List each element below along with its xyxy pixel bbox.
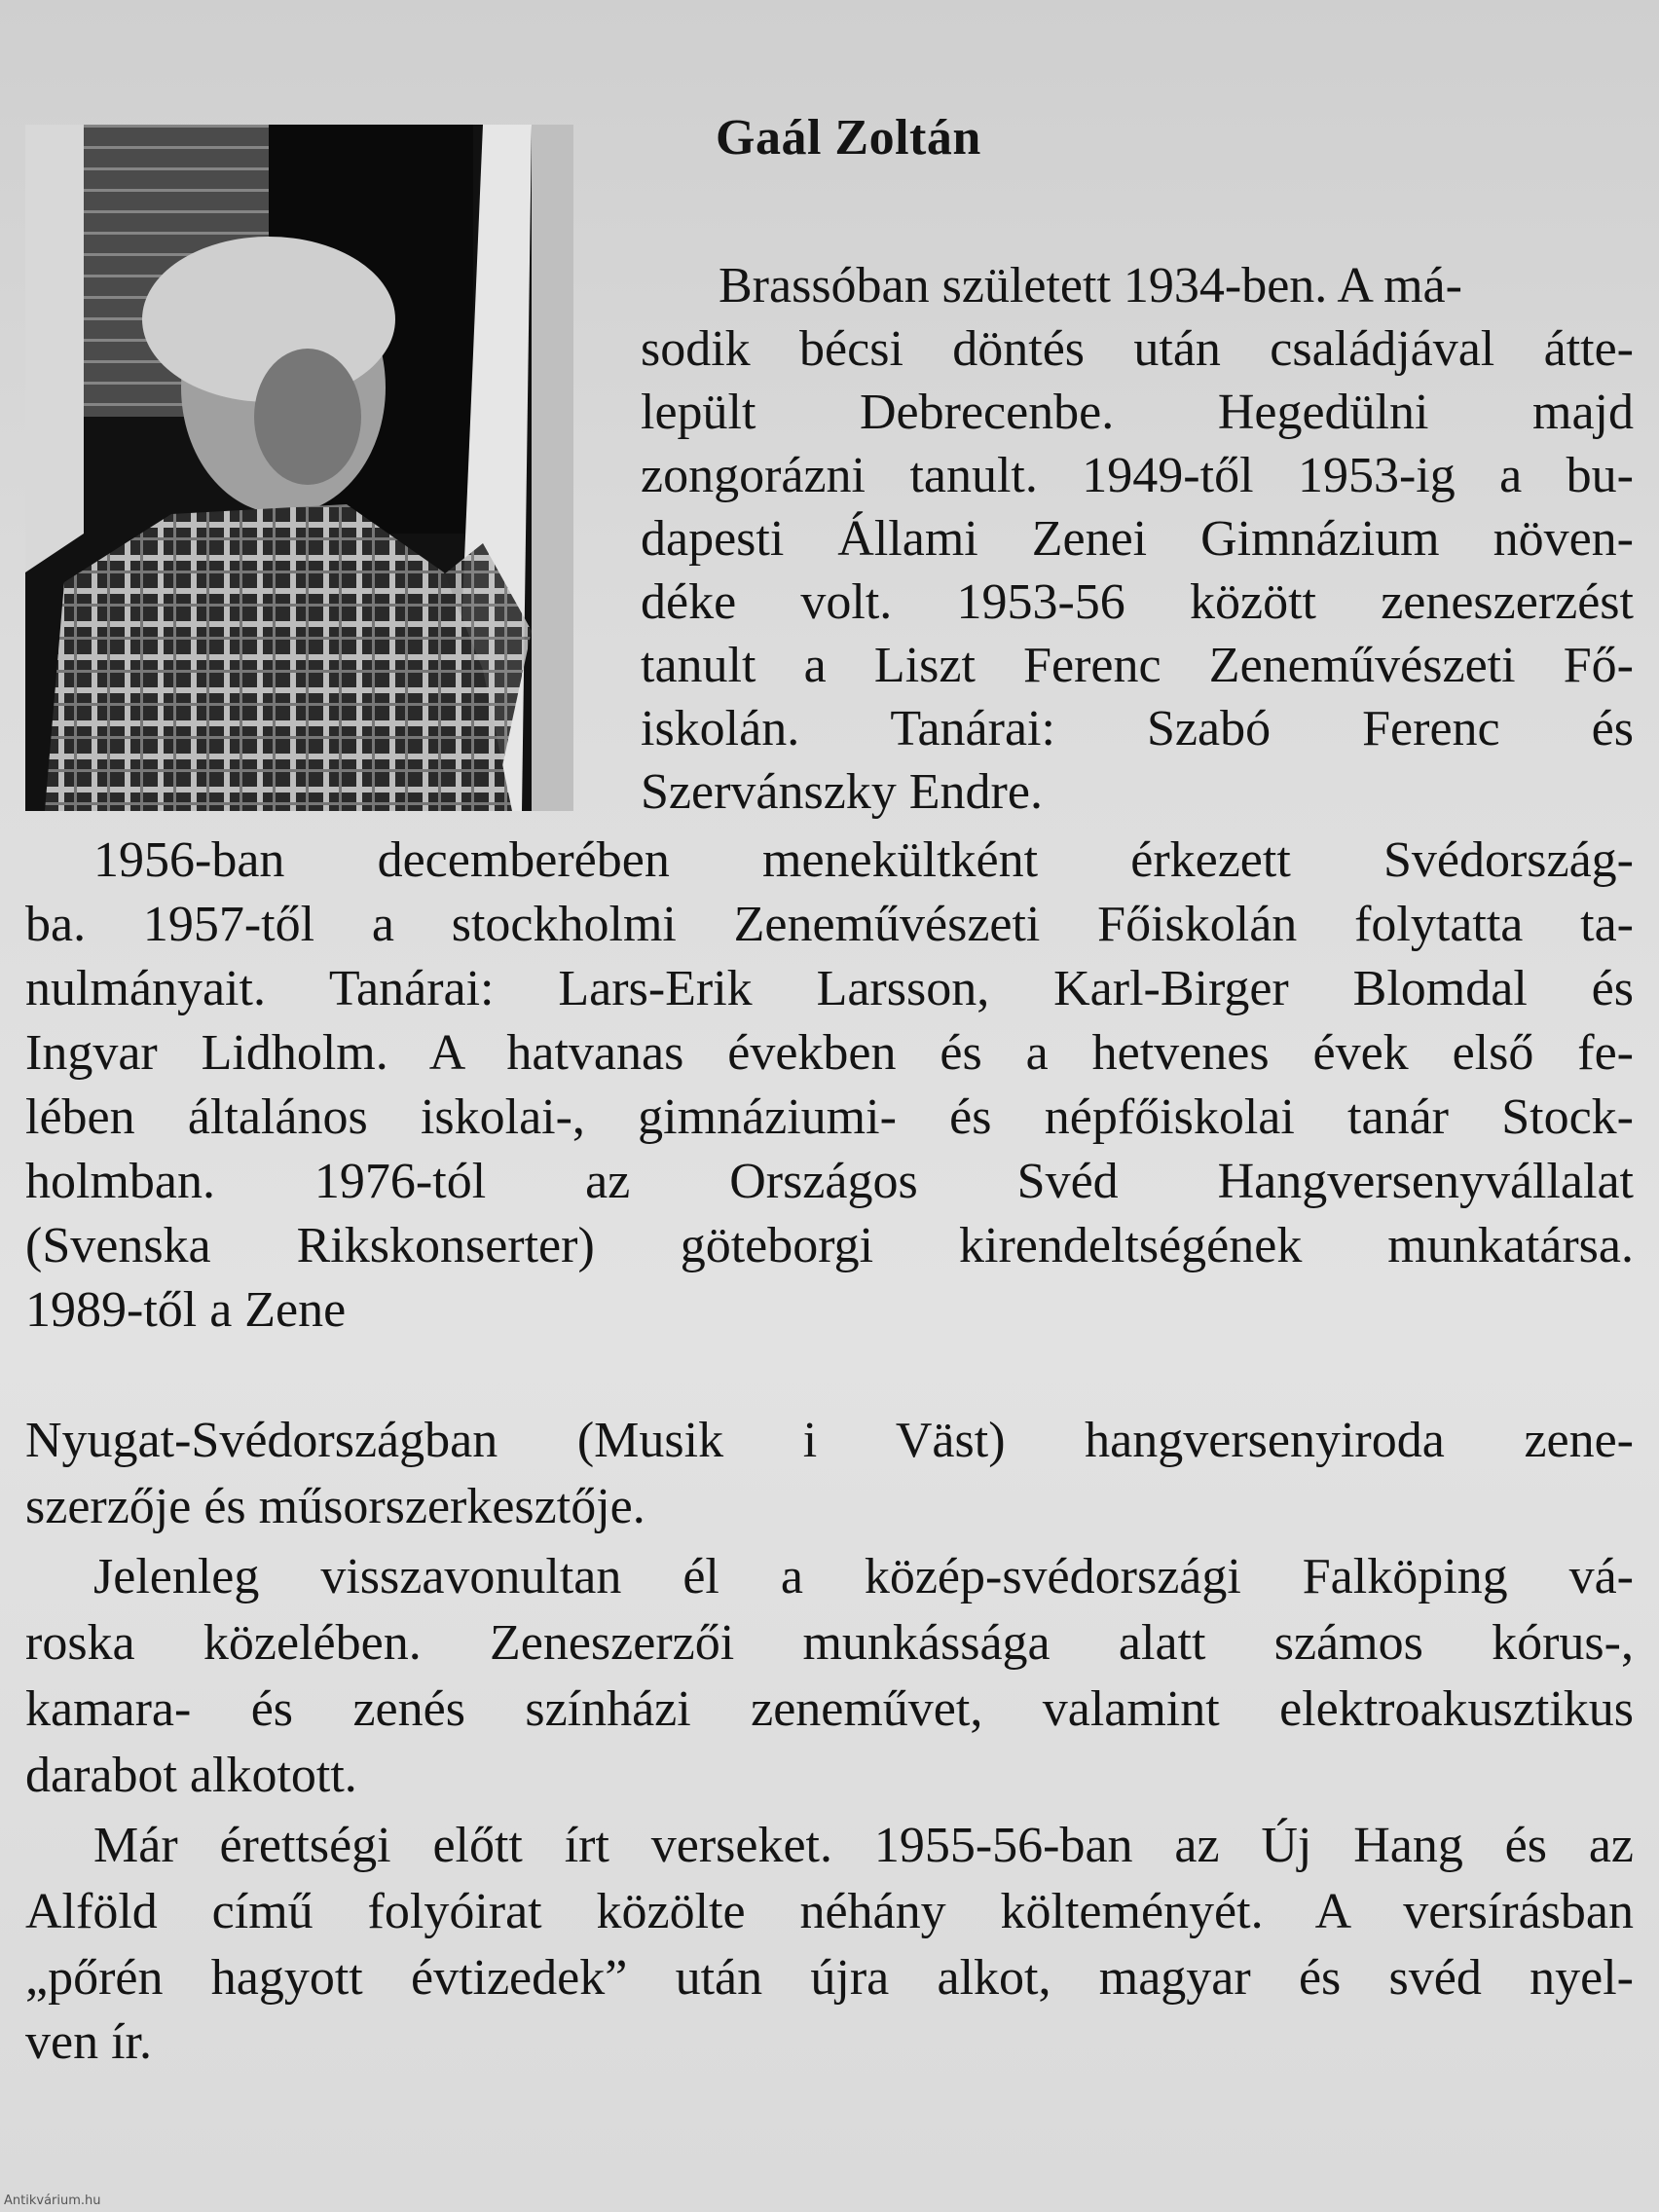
text-line: Ingvar Lidholm. A hatvanas években és a hetvenes évek első fe- (25, 1025, 1634, 1081)
text-line: tanult a Liszt Ferenc Zeneművészeti Fő- (641, 638, 1634, 693)
text-line: roska közelében. Zeneszerzői munkássága alatt számos kórus-, (25, 1615, 1634, 1671)
text-line: ba. 1957-től a stockholmi Zeneművészeti Főiskolán folytatta ta- (25, 897, 1634, 952)
text-line: Már érettségi előtt írt verseket. 1955-56-ban az Új Hang és az (93, 1818, 1634, 1873)
portrait-image (25, 125, 573, 811)
article-title: Gaál Zoltán (716, 110, 981, 166)
text-line: iskolán. Tanárai: Szabó Ferenc és (641, 701, 1634, 756)
text-line: sodik bécsi döntés után családjával átte- (641, 321, 1634, 377)
text-line: Alföld című folyóirat közölte néhány költeményét. A versírásban (25, 1884, 1634, 1939)
text-line: holmban. 1976-tól az Országos Svéd Hangversenyvállalat (25, 1154, 1634, 1209)
text-line: „pőrén hagyott évtizedek” után újra alkot, magyar és svéd nyel- (25, 1950, 1634, 2006)
text-line: kamara- és zenés színházi zeneművet, valamint elektroakusztikus (25, 1681, 1634, 1737)
text-line: lében általános iskolai-, gimnáziumi- és népfőiskolai tanár Stock- (25, 1089, 1634, 1145)
text-line: (Svenska Rikskonserter) göteborgi kirendeltségének munkatársa. (25, 1218, 1634, 1273)
text-line: Szervánszky Endre. (641, 764, 1043, 820)
text-line: Jelenleg visszavonultan él a közép-svédországi Falköping vá- (93, 1549, 1634, 1604)
text-line: dapesti Állami Zenei Gimnázium növen- (641, 511, 1634, 567)
text-line: 1956-ban decemberében menekültként érkezett Svédország- (93, 832, 1634, 888)
text-line: Nyugat-Svédországban (Musik i Väst) hangversenyiroda zene- (25, 1413, 1634, 1468)
portrait-photo (25, 125, 573, 811)
text-line: 1989-től a Zene (25, 1282, 347, 1338)
text-line: zongorázni tanult. 1949-től 1953-ig a bu- (641, 448, 1634, 503)
text-line: szerzője és műsorszerkesztője. (25, 1479, 645, 1534)
watermark: Antikvárium.hu (4, 2194, 101, 2208)
text-line: ven ír. (25, 2014, 152, 2070)
text-line: Brassóban született 1934-ben. A má- (719, 258, 1462, 313)
text-line: déke volt. 1953-56 között zeneszerzést (641, 574, 1634, 630)
text-line: darabot alkotott. (25, 1748, 357, 1803)
text-line: lepült Debrecenbe. Hegedülni majd (641, 385, 1634, 440)
text-line: nulmányait. Tanárai: Lars-Erik Larsson, Karl-Birger Blomdal és (25, 961, 1634, 1016)
